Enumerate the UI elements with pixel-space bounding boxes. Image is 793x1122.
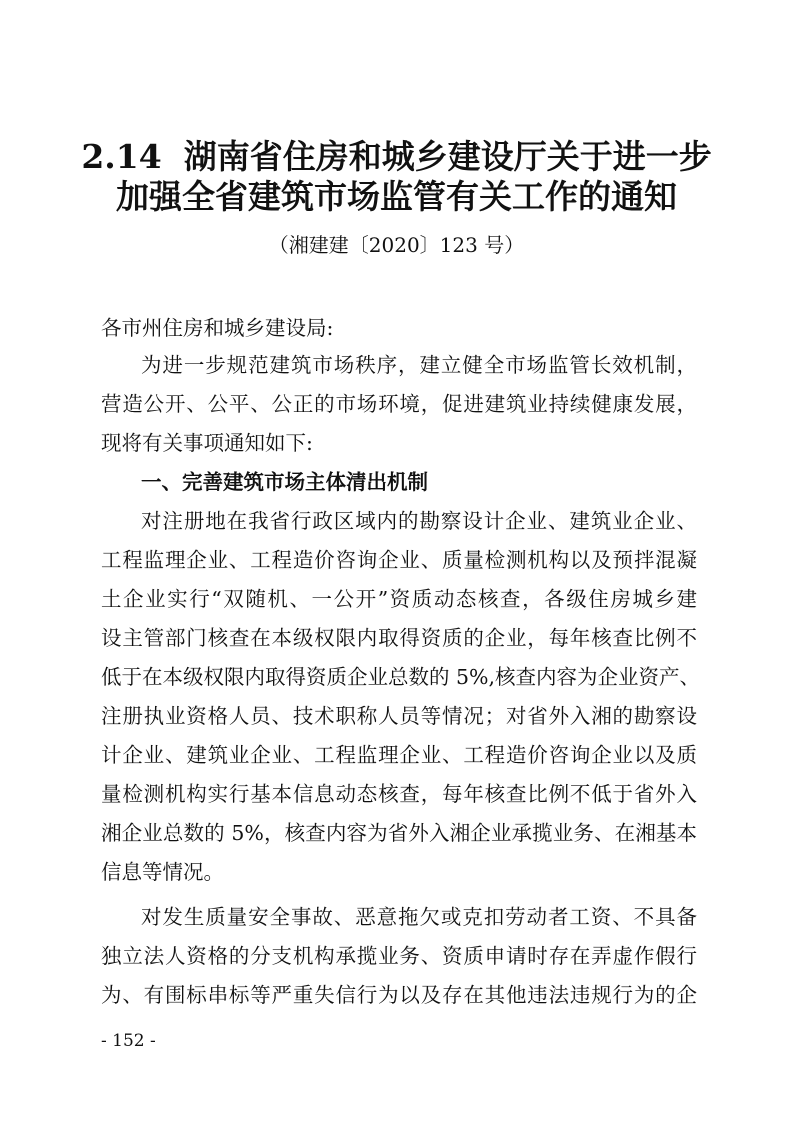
salutation: 各市州住房和城乡建设局: — [101, 316, 334, 340]
document-title-line-2: 加强全省建筑市场监管有关工作的通知 — [116, 177, 677, 216]
paragraph-2-line-2: 工程监理企业、工程造价咨询企业、质量检测机构以及预拌混凝 — [101, 548, 697, 572]
paragraph-2-line-5: 低于在本级权限内取得资质企业总数的 5%,核查内容为企业资产、 — [101, 665, 701, 689]
section-1-heading: 一、完善建筑市场主体清出机制 — [141, 470, 428, 494]
paragraph-2-line-1: 对注册地在我省行政区域内的勘察设计企业、建筑业企业、 — [141, 509, 697, 533]
document-number: （湘建建〔2020〕123 号） — [268, 233, 525, 257]
page-number: - 152 - — [101, 1031, 156, 1051]
paragraph-1-line-3: 现将有关事项通知如下: — [101, 431, 313, 455]
paragraph-3-line-3: 为、有围标串标等严重失信行为以及存在其他违法违规行为的企 — [101, 983, 697, 1007]
paragraph-1-line-2: 营造公开、公平、公正的市场环境，促进建筑业持续健康发展， — [101, 392, 697, 416]
section-number: 2.14 — [81, 137, 162, 176]
paragraph-2-line-4: 设主管部门核查在本级权限内取得资质的企业，每年核查比例不 — [101, 626, 697, 650]
paragraph-1-line-1: 为进一步规范建筑市场秩序，建立健全市场监管长效机制， — [141, 353, 697, 377]
paragraph-3-line-2: 独立法人资格的分支机构承揽业务、资质申请时存在弄虚作假行 — [101, 944, 697, 968]
paragraph-3-line-1: 对发生质量安全事故、恶意拖欠或克扣劳动者工资、不具备 — [141, 905, 697, 929]
title-text-line-1: 湖南省住房和城乡建设厅关于进一步 — [183, 137, 712, 176]
document-title-line-1 — [0, 137, 793, 177]
paragraph-2-line-7: 计企业、建筑业企业、工程监理企业、工程造价咨询企业以及质 — [101, 743, 697, 767]
paragraph-2-line-3: 土企业实行“双随机、一公开”资质动态核查，各级住房城乡建 — [101, 587, 697, 611]
paragraph-2-line-9: 湘企业总数的 5%，核查内容为省外入湘企业承揽业务、在湘基本 — [101, 821, 697, 845]
paragraph-2-line-8: 量检测机构实行基本信息动态核查，每年核查比例不低于省外入 — [101, 782, 697, 806]
paragraph-2-line-6: 注册执业资格人员、技术职称人员等情况；对省外入湘的勘察设 — [101, 704, 697, 728]
paragraph-2-line-10: 信息等情况。 — [101, 860, 224, 884]
